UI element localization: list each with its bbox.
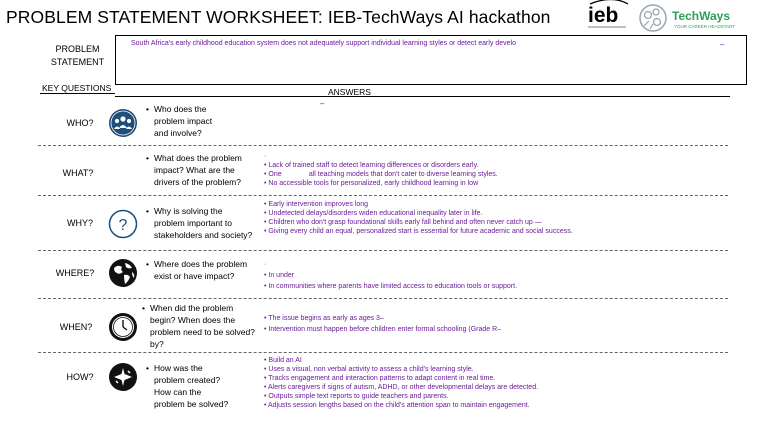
people-group-icon xyxy=(108,108,138,138)
question-why: • Why is solving the problem important to stakeholders and society? xyxy=(146,206,253,240)
question-where: • Where does the problem exist or have impact? xyxy=(146,259,248,281)
clock-icon xyxy=(108,312,138,342)
answers-how: • Build an AI • Uses a visual, non verbal activity to assess a child's learning style. • Tracks engagement and interaction patterns to adapt content in real time. • Alerts caregivers if signs of autism, ADHD, or other developmental delays are detected. • Outputs simple text reports to guide teachers and parents. • Adjusts session lengths based on the child's attention span to maintain engagement. xyxy=(264,357,539,409)
globe-icon xyxy=(108,258,138,288)
worksheet-title: PROBLEM STATEMENT WORKSHEET: IEB-TechWays AI hackathon xyxy=(6,7,551,27)
row-label-who: WHO? xyxy=(66,118,94,128)
problem-statement-dash: – xyxy=(720,40,725,49)
answers-header: ANSWERS xyxy=(328,87,371,97)
airplane-icon xyxy=(108,362,138,392)
row-label-when: WHEN? xyxy=(59,322,93,332)
row-label-why: WHY? xyxy=(66,218,93,228)
answers-dash: – xyxy=(320,99,325,108)
key-questions-underline xyxy=(40,93,115,94)
answers-what: · • Lack of trained staff to detect learning differences or disorders early. • One all teaching models that don't cater to diverse learning styles. • No accessible tools for personalized, early childhood learning in low xyxy=(264,153,498,187)
svg-text:?: ? xyxy=(118,217,128,234)
question-when: • When did the problem begin? When does the problem need to be solved? by? xyxy=(142,303,255,349)
techways-logo-text: TechWays xyxy=(672,9,731,23)
row-divider xyxy=(38,195,728,196)
question-mark-icon xyxy=(108,209,138,239)
row-divider xyxy=(38,352,728,353)
ieb-logo xyxy=(584,0,632,30)
header-divider xyxy=(115,96,730,97)
row-label-where: WHERE? xyxy=(55,268,95,278)
techways-tagline: YOUR CAREER HEADSTART xyxy=(674,24,736,29)
question-how: • How was the problem created? How can the problem be solved? xyxy=(146,363,229,409)
row-divider xyxy=(38,250,728,251)
techways-logo xyxy=(636,2,740,34)
problem-statement-text: South Africa's early childhood education system does not adequately support individual learning styles or detect early develo xyxy=(131,40,517,47)
answers-why: • Early intervention improves long • Undetected delays/disorders widen educational inequality later in life. • Children who don't grasp foundational skills early fall behind and often never catch up — • Giving every child an equal, personalized start is essential for future academic and social success. xyxy=(264,201,573,235)
row-label-how: HOW? xyxy=(66,372,94,382)
row-divider xyxy=(38,298,728,299)
question-who: • Who does the problem impact and involve? xyxy=(146,104,213,138)
row-label-what: WHAT? xyxy=(62,168,94,178)
key-questions-header: KEY QUESTIONS xyxy=(42,83,112,93)
ieb-logo-text: ieb xyxy=(588,4,619,27)
problem-statement-label: PROBLEM STATEMENT xyxy=(50,44,105,67)
row-divider xyxy=(38,145,728,146)
answers-when: • The issue begins as early as ages 3– • Intervention must happen before children enter formal schooling (Grade R– xyxy=(264,315,502,333)
answers-where: · • In under • In communities where parents have limited access to education tools or support. xyxy=(264,261,518,290)
question-what: • What does the problem impact? What are the drivers of the problem? xyxy=(146,153,242,187)
